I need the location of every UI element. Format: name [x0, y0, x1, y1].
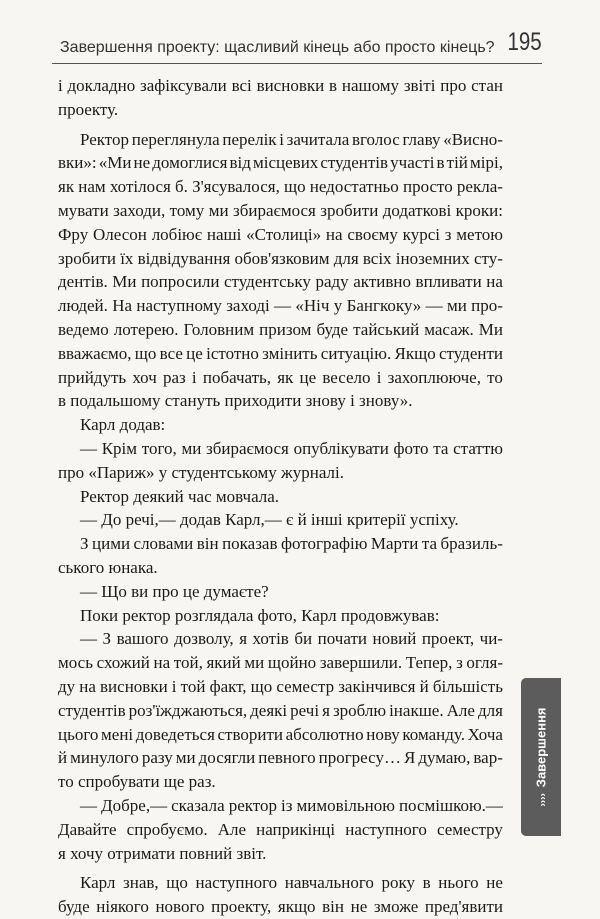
text-line: проекту.: [58, 99, 119, 119]
chapter-thumb-label: [534, 707, 549, 806]
text-line: Ректор переглянула перелік і зачитала вголос главу «Висно-: [80, 129, 503, 149]
text-line: я хочу отримати повний звіт.: [58, 843, 267, 863]
chevrons-icon: ››››: [537, 793, 549, 807]
text-line: мувати заходи, тому ми збираємося зробити додаткові кроки:: [58, 200, 503, 220]
text-line: людей. На наступному заході — «Ніч у Бангкоку» — ми про-: [58, 296, 503, 316]
text-line: про «Париж» у студентському журналі.: [58, 462, 344, 482]
text-line: студентів роз'їжджаються, деякі речі я зроблю інакше. Але для: [58, 700, 503, 720]
body-text: [58, 74, 503, 919]
text-line: й минулого разу ми досягли певного прогресу… Я думаю, вар-: [58, 748, 503, 768]
text-line: — Що ви про це думаєте?: [80, 581, 269, 601]
text-line: ського юнака.: [58, 557, 158, 577]
header-rule: [52, 63, 542, 64]
text-line: ду на висновки і той факт, що семестр закінчився й більшість: [58, 676, 503, 696]
text-line: Ректор деякий час мовчала.: [80, 486, 280, 506]
text-line: Поки ректор розглядала фото, Карл продовжував:: [80, 605, 440, 625]
page-number: 195: [507, 28, 542, 56]
text-line: — Крім того, ми збираємося опублікувати фото та статтю: [80, 438, 503, 458]
text-line: прийдуть хоч раз і побачать, як це весело і захоплююче, то: [58, 367, 503, 387]
text-line: в подальшому стануть приходити знову і знову».: [58, 391, 413, 411]
text-line: З цими словами він показав фотографію Марти та бразиль-: [80, 534, 503, 554]
text-line: мось схожий на той, який ми щойно завершили. Тепер, з огля-: [58, 653, 503, 673]
chapter-thumb-tab: [521, 678, 561, 836]
text-line: ведемо лотерею. Головним призом буде тайський масаж. Ми: [58, 319, 503, 339]
text-line: — З вашого дозволу, я хотів би почати новий проект, чи-: [80, 629, 503, 649]
text-line: буде ніякого нового проекту, якщо він не зможе пред'явити: [58, 897, 503, 917]
text-line: — Добре,— сказала ректор із мимовільною посмішкою.—: [80, 795, 503, 815]
chapter-thumb-text: Завершення: [533, 707, 549, 788]
text-line: Фру Олесон лобіює наші «Столиці» на своєму курсі з метою: [58, 224, 503, 244]
running-header-title: Завершення проекту: щасливий кінець або просто кінець?: [60, 39, 495, 56]
text-line: вважаємо, що все це істотно змінить ситуацію. Якщо студенти: [58, 343, 503, 363]
running-header: [52, 28, 542, 64]
text-line: то спробувати ще раз.: [58, 772, 216, 792]
text-line: цього мені доведеться створити абсолютно нову команду. Хоча: [58, 724, 503, 744]
text-line: Карл додав:: [80, 415, 166, 435]
text-line: — До речі,— додав Карл,— є й інші критерії успіху.: [80, 510, 459, 530]
text-line: Давайте спробуємо. Але наприкінці наступного семестру: [58, 819, 503, 839]
text-line: дентів. Ми попросили студентську раду активно впливати на: [58, 272, 503, 292]
text-line: як нам хотілося б. З'ясувалося, що недостатньо просто рекла-: [58, 177, 503, 197]
text-line: Карл знав, що наступного навчального року в нього не: [80, 873, 503, 893]
text-line: зробити їх відвідування обов'язковим для всіх іноземних сту-: [58, 248, 503, 268]
text-line: вки»: «Ми не домоглися від місцевих студентів участі в тій мірі,: [58, 153, 503, 173]
text-line: і докладно зафіксували всі висновки в нашому звіті про стан: [58, 76, 503, 95]
